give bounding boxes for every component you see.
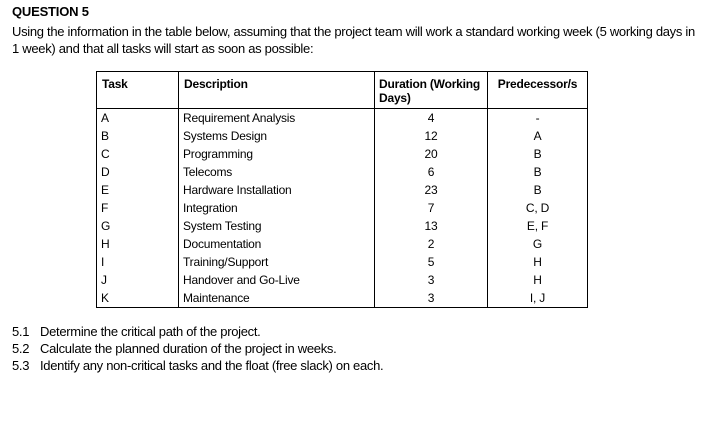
cell-task: C bbox=[97, 145, 179, 163]
cell-duration: 13 bbox=[375, 217, 488, 235]
task-table bbox=[96, 71, 588, 308]
cell-task: A bbox=[97, 109, 179, 128]
cell-description: Hardware Installation bbox=[179, 181, 375, 199]
cell-description: Integration bbox=[179, 199, 375, 217]
cell-description: Documentation bbox=[179, 235, 375, 253]
cell-task: I bbox=[97, 253, 179, 271]
cell-description: System Testing bbox=[179, 217, 375, 235]
cell-task: K bbox=[97, 289, 179, 308]
header-duration: Duration (Working Days) bbox=[375, 72, 488, 109]
sub-questions bbox=[12, 323, 383, 374]
cell-predecessors: B bbox=[488, 181, 588, 199]
cell-predecessors: E, F bbox=[488, 217, 588, 235]
sub-question-number: 5.2 bbox=[12, 341, 30, 356]
cell-task: F bbox=[97, 199, 179, 217]
table-row bbox=[97, 145, 588, 163]
table-row bbox=[97, 217, 588, 235]
cell-predecessors: G bbox=[488, 235, 588, 253]
header-description: Description bbox=[179, 72, 375, 109]
cell-predecessors: B bbox=[488, 145, 588, 163]
cell-duration: 7 bbox=[375, 199, 488, 217]
sub-question-text: Determine the critical path of the project. bbox=[40, 324, 261, 339]
question-title: QUESTION 5 bbox=[12, 4, 89, 19]
table-row bbox=[97, 163, 588, 181]
cell-description: Requirement Analysis bbox=[179, 109, 375, 128]
cell-description: Maintenance bbox=[179, 289, 375, 308]
table-body bbox=[97, 109, 588, 308]
table-row bbox=[97, 235, 588, 253]
table-header-row bbox=[97, 72, 588, 109]
cell-predecessors: H bbox=[488, 271, 588, 289]
sub-question-number: 5.3 bbox=[12, 358, 30, 373]
cell-duration: 5 bbox=[375, 253, 488, 271]
cell-duration: 3 bbox=[375, 289, 488, 308]
cell-duration: 2 bbox=[375, 235, 488, 253]
cell-description: Systems Design bbox=[179, 127, 375, 145]
cell-description: Handover and Go-Live bbox=[179, 271, 375, 289]
sub-question bbox=[12, 323, 383, 340]
table-row bbox=[97, 253, 588, 271]
cell-predecessors: C, D bbox=[488, 199, 588, 217]
cell-duration: 4 bbox=[375, 109, 488, 128]
cell-duration: 3 bbox=[375, 271, 488, 289]
cell-task: D bbox=[97, 163, 179, 181]
header-predecessors: Predecessor/s bbox=[488, 72, 588, 109]
cell-duration: 12 bbox=[375, 127, 488, 145]
cell-description: Telecoms bbox=[179, 163, 375, 181]
cell-task: H bbox=[97, 235, 179, 253]
sub-question-text: Identify any non-critical tasks and the float (free slack) on each. bbox=[40, 358, 384, 373]
cell-predecessors: - bbox=[488, 109, 588, 128]
table-row bbox=[97, 109, 588, 128]
sub-question bbox=[12, 340, 383, 357]
table-row bbox=[97, 181, 588, 199]
sub-question-text: Calculate the planned duration of the project in weeks. bbox=[40, 341, 337, 356]
question-intro: Using the information in the table below, assuming that the project team will work a standard working week (5 working days in 1 week) and that all tasks will start as soon as possible: bbox=[12, 24, 695, 56]
table-row bbox=[97, 271, 588, 289]
cell-task: G bbox=[97, 217, 179, 235]
cell-task: J bbox=[97, 271, 179, 289]
cell-predecessors: H bbox=[488, 253, 588, 271]
cell-duration: 20 bbox=[375, 145, 488, 163]
cell-predecessors: I, J bbox=[488, 289, 588, 308]
cell-task: B bbox=[97, 127, 179, 145]
cell-predecessors: B bbox=[488, 163, 588, 181]
header-task: Task bbox=[97, 72, 179, 109]
cell-duration: 6 bbox=[375, 163, 488, 181]
cell-description: Programming bbox=[179, 145, 375, 163]
sub-question bbox=[12, 357, 383, 374]
table-row bbox=[97, 289, 588, 308]
cell-predecessors: A bbox=[488, 127, 588, 145]
table-row bbox=[97, 127, 588, 145]
table-row bbox=[97, 199, 588, 217]
cell-description: Training/Support bbox=[179, 253, 375, 271]
cell-duration: 23 bbox=[375, 181, 488, 199]
sub-question-number: 5.1 bbox=[12, 324, 30, 339]
cell-task: E bbox=[97, 181, 179, 199]
